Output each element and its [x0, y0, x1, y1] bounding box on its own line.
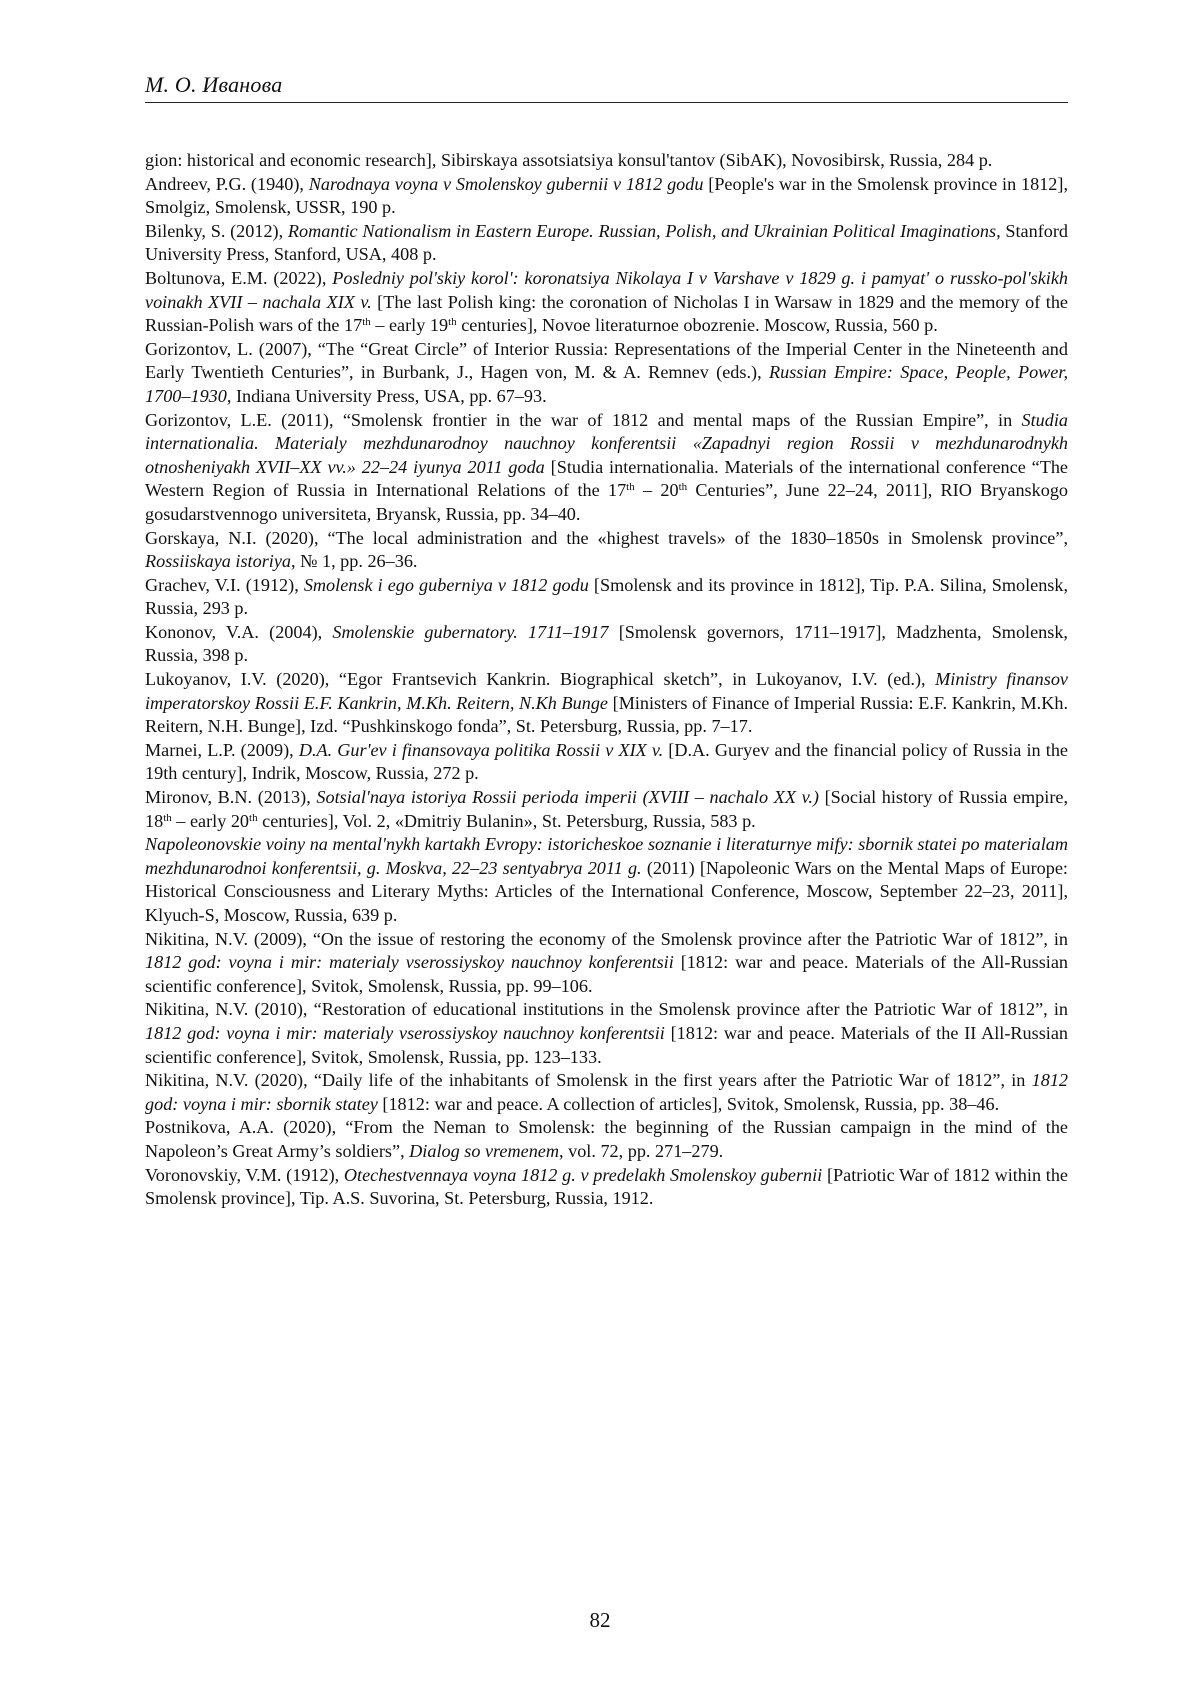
reference-text: [The last Polish king: the coronation of Nicholas I in Warsaw in 1829 and the memory of the Russian-Polish wars of the 17	[145, 292, 1068, 336]
reference-entry	[145, 786, 1068, 833]
reference-entry	[145, 149, 1068, 173]
italic-title: D.A. Gur'ev i finansovaya politika Rossii v XIX v.	[299, 740, 663, 760]
italic-title: Napoleonovskie voiny na mental'nykh kartakh Evropy: istoricheskoe soznanie i literaturnye mify: sbornik statei po materialam mezhdunarodnoi konferentsii, g. Moskva, 22–23 sentyabrya 2011 g.	[145, 834, 1068, 878]
italic-title: Smolensk i ego guberniya v 1812 godu	[304, 575, 589, 595]
reference-text: [Patriotic War of 1812 within the Smolensk province], Tip. A.S. Suvorina, St. Petersburg, Russia, 1912.	[145, 1165, 1068, 1209]
superscript: th	[448, 316, 457, 328]
italic-title: 1812 god: voyna i mir: materialy vserossiyskoy nauchnoy konferentsii	[145, 1023, 665, 1043]
italic-title: Otechestvennaya voyna 1812 g. v predelakh Smolenskoy gubernii	[344, 1165, 822, 1185]
reference-entry	[145, 267, 1068, 338]
reference-entry	[145, 928, 1068, 999]
italic-title: Rossiiskaya istoriya	[145, 551, 291, 571]
reference-text: [Studia internationalia. Materials of the international conference “The Western Region of Russia in International Relations of the 17	[145, 457, 1068, 501]
italic-title: Studia internationalia. Materialy mezhdunarodnoy nauchnoy konferentsii «Zapadnyi region Rossii v mezhdunarodnykh otnosheniyakh XVII–XX vv.» 22–24 iyunya 2011 goda	[145, 410, 1068, 477]
reference-text: [1812: war and peace. Materials of the All-Russian scientific conference], Svitok, Smolensk, Russia, pp. 99–106.	[145, 952, 1068, 996]
superscript: th	[679, 481, 688, 493]
superscript: th	[626, 481, 635, 493]
reference-text: Marnei, L.P. (2009),	[145, 740, 299, 760]
reference-text: [Smolensk and its province in 1812], Tip. P.A. Silina, Smolensk, Russia, 293 p.	[145, 575, 1068, 619]
reference-entry	[145, 338, 1068, 409]
reference-entry	[145, 833, 1068, 927]
italic-title: Ministry finansov imperatorskoy Rossii E.F. Kankrin, M.Kh. Reitern, N.Kh Bunge	[145, 669, 1068, 713]
italic-title: 1812 god: voyna i mir: materialy vserossiyskoy nauchnoy konferentsii	[145, 952, 674, 972]
reference-text: Mironov, B.N. (2013),	[145, 787, 316, 807]
reference-text: Nikitina, N.V. (2009), “On the issue of restoring the economy of the Smolensk province after the Patriotic War of 1812”, in	[145, 929, 1068, 949]
reference-text: [People's war in the Smolensk province in 1812], Smolgiz, Smolensk, USSR, 190 p.	[145, 174, 1068, 218]
reference-entry	[145, 739, 1068, 786]
reference-text: , vol. 72, pp. 271–279.	[559, 1141, 723, 1161]
reference-entry	[145, 220, 1068, 267]
reference-entry	[145, 1164, 1068, 1211]
reference-text: [D.A. Guryev and the financial policy of Russia in the 19th century], Indrik, Moscow, Russia, 272 p.	[145, 740, 1068, 784]
page-number: 82	[0, 1608, 1200, 1633]
reference-entry	[145, 1069, 1068, 1116]
reference-text: centuries], Vol. 2, «Dmitriy Bulanin», St. Petersburg, Russia, 583 p.	[258, 811, 756, 831]
reference-text: Boltunova, E.M. (2022),	[145, 268, 332, 288]
superscript: th	[362, 316, 371, 328]
reference-entry	[145, 1116, 1068, 1163]
reference-text: Kononov, V.A. (2004),	[145, 622, 332, 642]
italic-title: Narodnaya voyna v Smolenskoy gubernii v 1812 godu	[309, 174, 704, 194]
reference-text: Gorizontov, L.E. (2011), “Smolensk frontier in the war of 1812 and mental maps of the Russian Empire”, in	[145, 410, 1022, 430]
reference-text: [Smolensk governors, 1711–1917], Madzhenta, Smolensk, Russia, 398 p.	[145, 622, 1068, 666]
reference-text: [Ministers of Finance of Imperial Russia: E.F. Kankrin, M.Kh. Reitern, N.H. Bunge], Izd. “Pushkinskogo fonda”, St. Petersburg, Russia, pp. 7–17.	[145, 693, 1068, 737]
reference-entry	[145, 409, 1068, 527]
reference-entry	[145, 621, 1068, 668]
reference-entry	[145, 173, 1068, 220]
reference-text: , № 1, pp. 26–36.	[291, 551, 417, 571]
reference-text: Postnikova, A.A. (2020), “From the Neman to Smolensk: the beginning of the Russian campaign in the mind of the Napoleon’s Great Army’s soldiers”,	[145, 1117, 1068, 1161]
italic-title: Sotsial'naya istoriya Rossii perioda imperii (XVIII – nachalo XX v.)	[316, 787, 819, 807]
superscript: th	[249, 812, 258, 824]
reference-entry	[145, 527, 1068, 574]
reference-text: Grachev, V.I. (1912),	[145, 575, 304, 595]
reference-text: , Indiana University Press, USA, pp. 67–93.	[227, 386, 547, 406]
running-header	[145, 72, 1068, 103]
reference-text: Nikitina, N.V. (2010), “Restoration of educational institutions in the Smolensk province after the Patriotic War of 1812”, in	[145, 999, 1068, 1019]
reference-text: [1812: war and peace. A collection of articles], Svitok, Smolensk, Russia, pp. 38–46.	[378, 1094, 999, 1114]
reference-entry	[145, 574, 1068, 621]
reference-text: Nikitina, N.V. (2020), “Daily life of the inhabitants of Smolensk in the first years after the Patriotic War of 1812”, in	[145, 1070, 1032, 1090]
italic-title: Romantic Nationalism in Eastern Europe. Russian, Polish, and Ukrainian Political Imaginations,	[288, 221, 1001, 241]
italic-title: Posledniy pol'skiy korol': koronatsiya Nikolaya I v Varshave v 1829 g. i pamyat' o russko-pol'skikh voinakh XVII – nachala XIX v.	[145, 268, 1068, 312]
reference-entry	[145, 998, 1068, 1069]
reference-entry	[145, 668, 1068, 739]
reference-text: Andreev, P.G. (1940),	[145, 174, 309, 194]
reference-text: Lukoyanov, I.V. (2020), “Egor Frantsevich Kankrin. Biographical sketch”, in Lukoyanov, I.V. (ed.),	[145, 669, 935, 689]
italic-title: Russian Empire: Space, People, Power, 1700–1930	[145, 362, 1068, 406]
reference-text: – early 19	[371, 315, 448, 335]
reference-text: Gorizontov, L. (2007), “The “Great Circle” of Interior Russia: Representations of the Imperial Center in the Nineteenth and Early Twentieth Centuries”, in Burbank, J., Hagen von, M. & A. Remnev (eds.),	[145, 339, 1068, 383]
superscript: th	[163, 812, 172, 824]
reference-text: [1812: war and peace. Materials of the II All-Russian scientific conference], Svitok, Smolensk, Russia, pp. 123–133.	[145, 1023, 1068, 1067]
reference-text: – 20	[635, 480, 679, 500]
reference-text: gion: historical and economic research], Sibirskaya assotsiatsiya konsul'tantov (SibAK), Novosibirsk, Russia, 284 p.	[145, 150, 992, 170]
italic-title: Dialog so vremenem	[409, 1141, 559, 1161]
reference-text: Voronovskiy, V.M. (1912),	[145, 1165, 344, 1185]
reference-text: (2011) [Napoleonic Wars on the Mental Maps of Europe: Historical Consciousness and Literary Myths: Articles of the International Conference, Moscow, September 22–23, 2011], Klyuch-S, Moscow, Russia, 639 p.	[145, 858, 1068, 925]
reference-text: Stanford University Press, Stanford, USA, 408 p.	[145, 221, 1068, 265]
reference-text: [Social history of Russia empire, 18	[145, 787, 1068, 831]
italic-title: Smolenskie gubernatory. 1711–1917	[332, 622, 608, 642]
reference-text: centuries], Novoe literaturnoe obozrenie. Moscow, Russia, 560 p.	[457, 315, 938, 335]
italic-title: 1812 god: voyna i mir: sbornik statey	[145, 1070, 1068, 1114]
running-title: М. О. Иванова	[145, 72, 282, 98]
reference-list	[145, 149, 1068, 1211]
reference-text: Gorskaya, N.I. (2020), “The local administration and the «highest travels» of the 1830–1850s in Smolensk province”,	[145, 528, 1068, 548]
reference-text: Centuries”, June 22–24, 2011], RIO Bryanskogo gosudarstvennogo universiteta, Bryansk, Russia, pp. 34–40.	[145, 480, 1068, 524]
reference-text: – early 20	[172, 811, 249, 831]
reference-text: Bilenky, S. (2012),	[145, 221, 288, 241]
